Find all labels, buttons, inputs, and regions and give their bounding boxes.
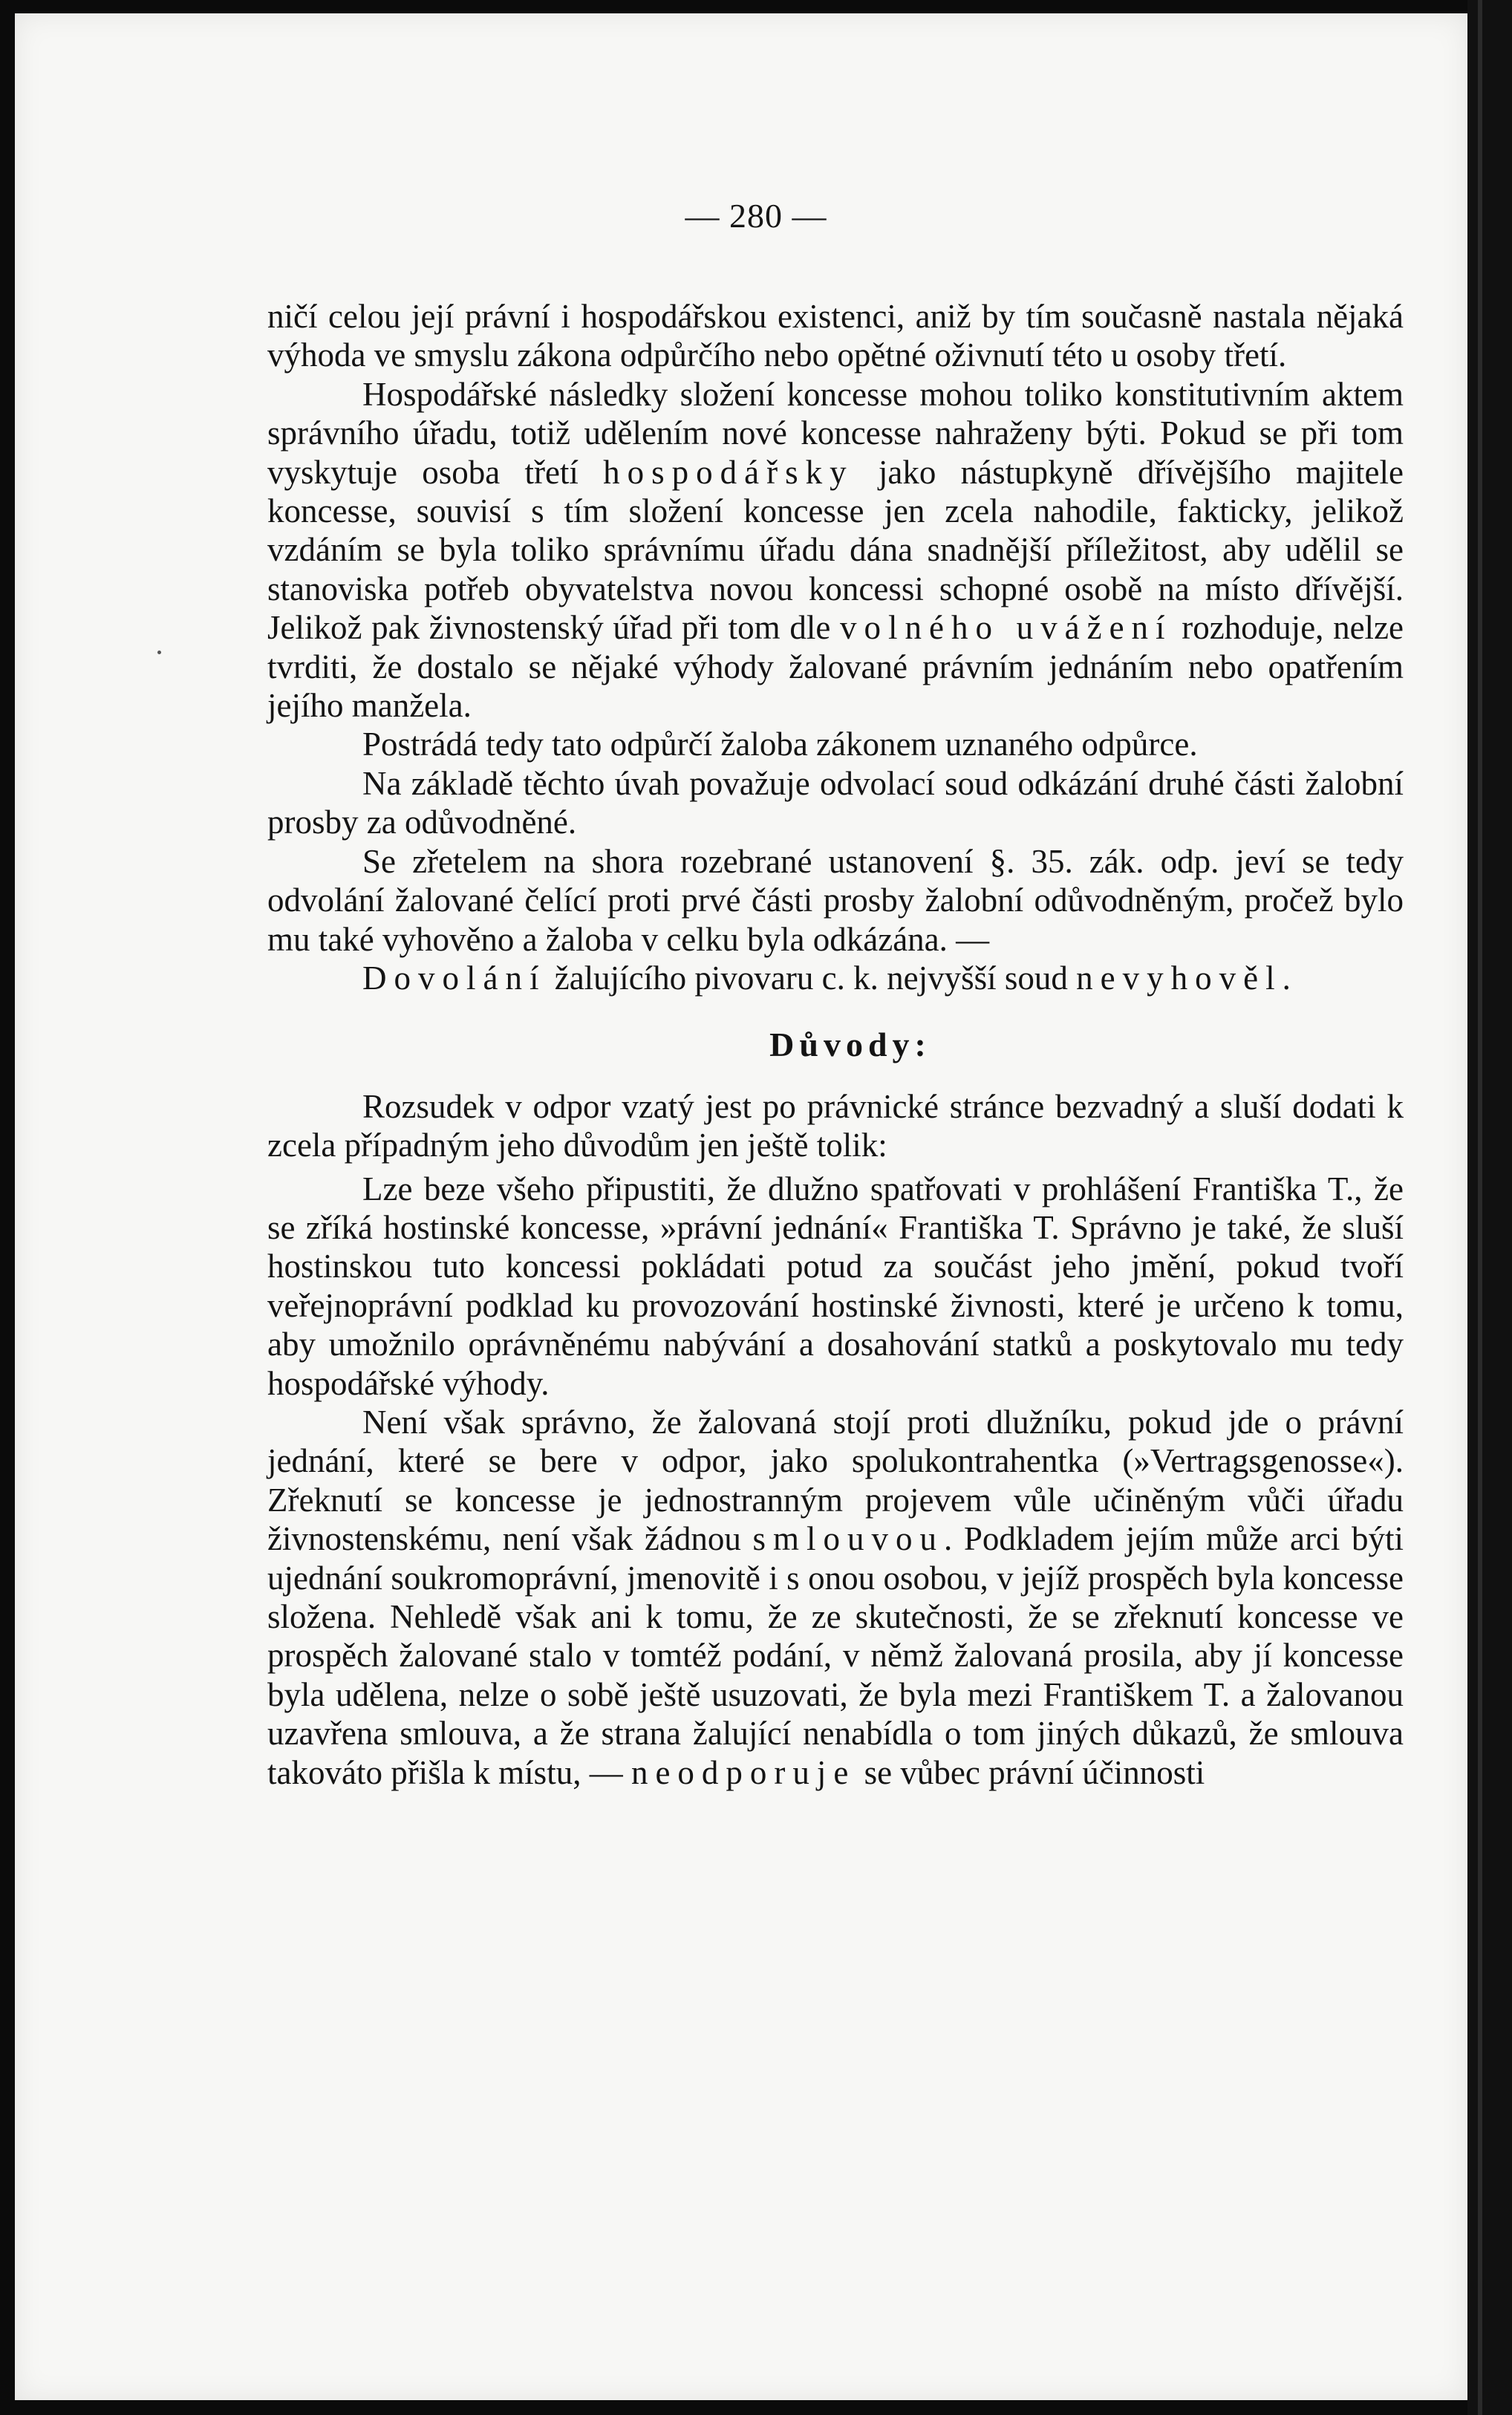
scan-right-edge <box>1467 0 1512 2415</box>
spaced-term-dovolani: Dovolání <box>362 959 547 997</box>
paragraph-7: Rozsudek v odpor vzatý jest po právnické stránce bezvadný a sluší dodati k zcela případným jeho důvodům jen ještě tolik: <box>267 1087 1404 1164</box>
spaced-term-volne-uvazeni: volného uvážení <box>840 609 1173 647</box>
paragraph-2 <box>267 375 1404 726</box>
paragraph-9 <box>267 1403 1404 1792</box>
paragraph-6-part-a: žalujícího pivovaru c. k. nejvyšší soud <box>546 959 1077 997</box>
margin-speck <box>157 651 161 654</box>
paragraph-8: Lze beze všeho připustiti, že dlužno spatřovati v prohlášení Františka T., že se zříká hostinské koncesse, »právní jednání« Františka T. Správno je také, že sluší hostinskou tuto koncessi pokládati potud za součást jeho jmění, pokud tvoří veřejnoprávní podklad ku provozování hostinské živnosti, které je určeno k tomu, aby umožnilo oprávněnému nabývání a dosahování statků a poskytovalo mu tedy hospodářské výhody. <box>267 1170 1404 1402</box>
paragraph-9-part-c: se vůbec právní účinnosti <box>856 1753 1205 1791</box>
paragraph-4: Na základě těchto úvah považuje odvolací soud odkázání druhé části žalobní prosby za odůvodněné. <box>267 764 1404 841</box>
page-number: — 280 — <box>685 197 827 235</box>
spaced-term-neodporuje: neodporuje <box>630 1753 856 1791</box>
paragraph-2-part-a: Hospodářské následky složení koncesse mohou toliko konstitutivním aktem správního úřadu, totiž udělením nové koncesse nahraženy býti. Pokud se při tom vyskytuje osoba třetí <box>267 375 1404 491</box>
paragraph-9-part-b: . Podkladem jejím může arci býti ujednání soukromoprávní, jmenovitě i s onou osobou, v jejíž prospěch byla koncesse složena. Nehledě však ani k tomu, že ze skutečnosti, že se zřeknutí koncesse ve prospěch žalované stalo v tomtéž podání, v němž žalovaná prosila, aby jí koncesse byla udělena, nelze o sobě ještě usuzovati, že byla mezi Františkem T. a žalovanou uzavřena smlouva, a že strana žalující nenabídla o tom jiných důkazů, že smlouva takováto přišla k místu, — <box>267 1520 1404 1791</box>
paragraph-6-part-b: . <box>1282 959 1291 997</box>
spaced-term-nevyhovel: nevyhověl <box>1076 959 1283 997</box>
paragraph-5: Se zřetelem na shora rozebrané ustanovení §. 35. zák. odp. jeví se tedy odvolání žalované čelící proti prvé části prosby žalobní odůvodněným, pročež bylo mu také vyhověno a žaloba v celku byla odkázána. — <box>267 842 1404 958</box>
section-heading: Důvody: <box>769 1026 931 1064</box>
paragraph-1: ničí celou její právní i hospodářskou existenci, aniž by tím současně nastala nějaká výhoda ve smyslu zákona odpůrčího nebo opětné oživnutí této u osoby třetí. <box>267 298 1404 374</box>
paragraph-2-part-b: jako nástupkyně dřívějšího majitele koncesse, souvisí s tím složení koncesse jen zcela nahodile, fakticky, jelikož vzdáním se byla toliko správnímu úřadu dána snadnější příležitost, aby udělil se stanoviska potřeb obyvatelstva novou koncessi schopné osobě na místo dřívější. Jelikož pak živnostenský úřad při tom dle <box>267 453 1404 647</box>
scan-edge-line <box>1478 0 1482 2415</box>
paragraph-2-part-c: rozhoduje, nelze tvrditi, že dostalo se nějaké výhody žalované právním jednáním nebo opatřením jejího manžela. <box>267 609 1404 725</box>
paragraph-6 <box>267 959 1404 997</box>
spaced-term-smlouvou: smlouvou <box>752 1520 944 1558</box>
body-text <box>267 297 1404 1792</box>
paragraph-9-part-a: Není však správno, že žalovaná stojí proti dlužníku, pokud jde o právní jednání, které se bere v odpor, jako spolukontrahentka (»Vertragsgenosse«). Zřeknutí se koncesse je jednostranným projevem vůle učiněným vůči úřadu živnostenskému, není však žádnou <box>267 1403 1404 1558</box>
paragraph-3: Postrádá tedy tato odpůrčí žaloba zákonem uznaného odpůrce. <box>362 726 1198 763</box>
spaced-term-hospodarsky: hospodářsky <box>603 453 854 491</box>
